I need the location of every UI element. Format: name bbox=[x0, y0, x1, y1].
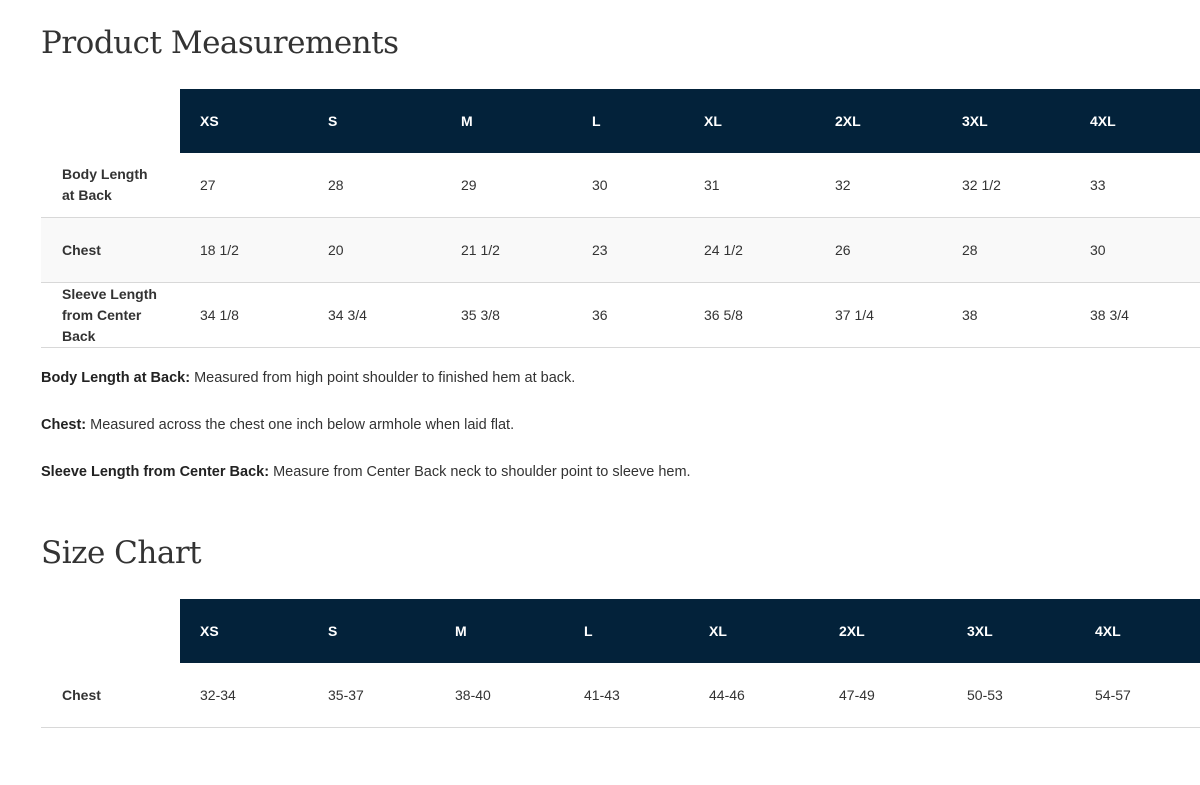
table-cell: 21 1/2 bbox=[441, 218, 572, 283]
table-cell: 30 bbox=[572, 153, 684, 218]
definition bbox=[41, 416, 691, 434]
size-chart-table bbox=[41, 599, 1200, 728]
table-cell: 33 bbox=[1070, 153, 1200, 218]
definition-text: Measured from high point shoulder to finished hem at back. bbox=[190, 370, 576, 386]
table-cell: 35-37 bbox=[308, 663, 435, 728]
size-header: XS bbox=[180, 599, 308, 663]
table-cell: 38-40 bbox=[435, 663, 564, 728]
size-header: M bbox=[441, 89, 572, 153]
table-cell: 31 bbox=[684, 153, 815, 218]
table-cell: 23 bbox=[572, 218, 684, 283]
table-cell: 36 5/8 bbox=[684, 283, 815, 348]
table-cell: 20 bbox=[308, 218, 441, 283]
table-cell: 50-53 bbox=[947, 663, 1075, 728]
table-cell: 38 bbox=[942, 283, 1070, 348]
table-cell: 29 bbox=[441, 153, 572, 218]
table-cell: 24 1/2 bbox=[684, 218, 815, 283]
size-header: L bbox=[572, 89, 684, 153]
definition-term: Body Length at Back: bbox=[41, 370, 191, 386]
table-cell: 26 bbox=[815, 218, 942, 283]
table-cell: 18 1/2 bbox=[180, 218, 308, 283]
table-cell: 35 3/8 bbox=[441, 283, 572, 348]
table-row bbox=[41, 663, 1200, 728]
size-header: 2XL bbox=[815, 89, 942, 153]
table-cell: 32 1/2 bbox=[942, 153, 1070, 218]
table-cell: 37 1/4 bbox=[815, 283, 942, 348]
size-header: XL bbox=[684, 89, 815, 153]
table-cell: 44-46 bbox=[689, 663, 819, 728]
table-row bbox=[41, 283, 1200, 348]
size-header: M bbox=[435, 599, 564, 663]
size-header: 3XL bbox=[947, 599, 1075, 663]
size-header: XS bbox=[180, 89, 308, 153]
row-label bbox=[41, 283, 180, 348]
size-header: 4XL bbox=[1070, 89, 1200, 153]
definition bbox=[41, 463, 691, 481]
row-label bbox=[41, 153, 180, 218]
table-cell: 38 3/4 bbox=[1070, 283, 1200, 348]
row-label-text: Chest bbox=[62, 241, 101, 258]
row-label-text: Sleeve Length from Center Back bbox=[62, 285, 157, 344]
table-cell: 41-43 bbox=[564, 663, 689, 728]
size-header: L bbox=[564, 599, 689, 663]
size-chart-title: Size Chart bbox=[41, 535, 202, 571]
definition-term: Sleeve Length from Center Back: bbox=[41, 464, 270, 480]
header-corner bbox=[41, 89, 180, 153]
definition-text: Measure from Center Back neck to shoulder point to sleeve hem. bbox=[269, 464, 691, 480]
row-label: Chest bbox=[41, 663, 180, 728]
measurement-definitions bbox=[41, 369, 691, 510]
table-cell: 32-34 bbox=[180, 663, 308, 728]
measurements-table bbox=[41, 89, 1200, 348]
size-header: 4XL bbox=[1075, 599, 1200, 663]
header-corner bbox=[41, 599, 180, 663]
table-cell: 32 bbox=[815, 153, 942, 218]
table-cell: 54-57 bbox=[1075, 663, 1200, 728]
size-header: XL bbox=[689, 599, 819, 663]
table-row bbox=[41, 218, 1200, 283]
size-header: S bbox=[308, 599, 435, 663]
table-cell: 30 bbox=[1070, 218, 1200, 283]
definition-term: Chest: bbox=[41, 417, 87, 433]
size-header: 3XL bbox=[942, 89, 1070, 153]
definition bbox=[41, 369, 691, 387]
table-cell: 36 bbox=[572, 283, 684, 348]
table-cell: 27 bbox=[180, 153, 308, 218]
size-header-row bbox=[41, 89, 1200, 153]
table-row bbox=[41, 153, 1200, 218]
size-header-row bbox=[41, 599, 1200, 663]
table-cell: 34 3/4 bbox=[308, 283, 441, 348]
table-cell: 47-49 bbox=[819, 663, 947, 728]
table-cell: 28 bbox=[942, 218, 1070, 283]
row-label bbox=[41, 218, 180, 283]
row-label-text: Body Length at Back bbox=[62, 166, 148, 203]
size-header: S bbox=[308, 89, 441, 153]
definition-text: Measured across the chest one inch below armhole when laid flat. bbox=[86, 417, 515, 433]
table-cell: 34 1/8 bbox=[180, 283, 308, 348]
table-cell: 28 bbox=[308, 153, 441, 218]
measurements-title: Product Measurements bbox=[41, 25, 399, 61]
size-header: 2XL bbox=[819, 599, 947, 663]
